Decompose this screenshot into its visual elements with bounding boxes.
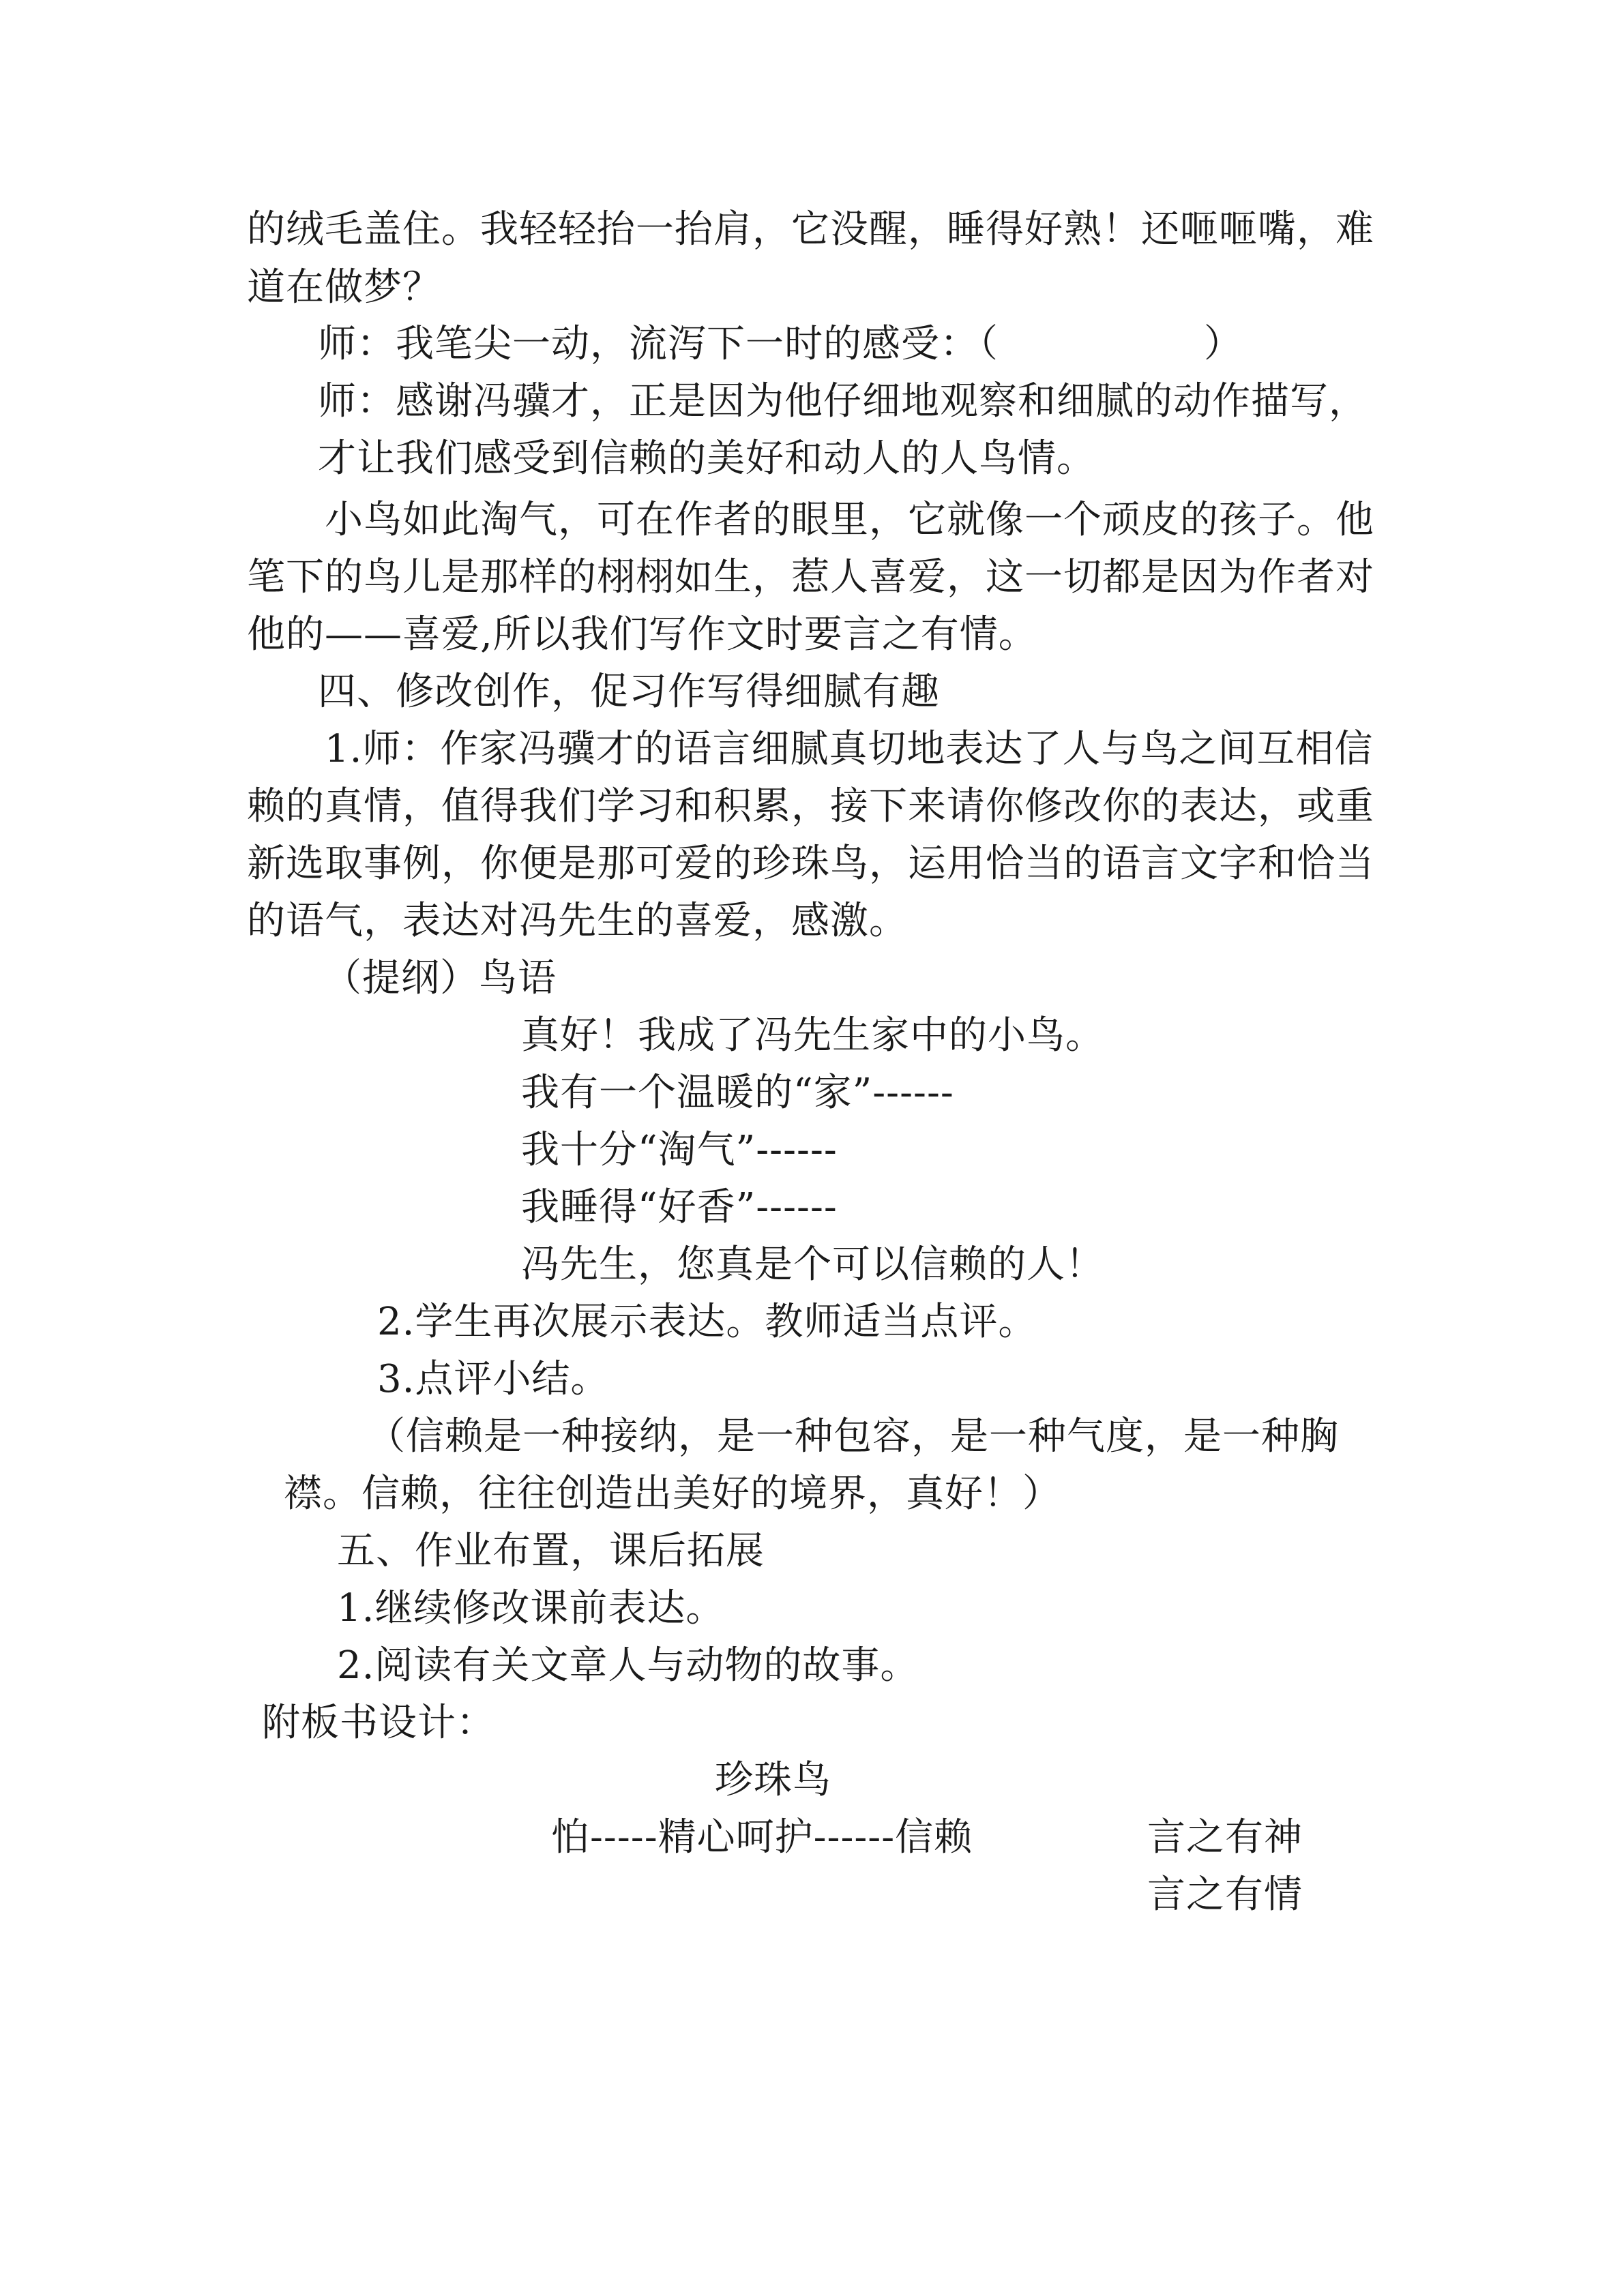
- body-text-line: 师：感谢冯骥才，正是因为他仔细地观察和细腻的动作描写，: [318, 379, 1368, 423]
- body-text-line: （信赖是一种接纳，是一种包容，是一种气度，是一种胸: [367, 1414, 1339, 1459]
- outline-item: 真好！我成了冯先生家中的小鸟。: [521, 1013, 1104, 1058]
- body-text-line: 笔下的鸟儿是那样的栩栩如生，惹人喜爱，这一切都是因为作者对: [247, 555, 1374, 599]
- body-text-line: 小鸟如此淘气，可在作者的眼里，它就像一个顽皮的孩子。他: [325, 498, 1374, 542]
- section-heading: 四、修改创作，促习作写得细腻有趣: [318, 670, 940, 714]
- body-text-line: 的语气，表达对冯先生的喜爱，感激。: [247, 899, 908, 943]
- board-flow: 怕-----精心呵护------信赖: [551, 1815, 973, 1860]
- body-text-line: 1.继续修改课前表达。: [337, 1586, 725, 1630]
- board-title: 珍珠鸟: [715, 1758, 831, 1802]
- outline-item: 我有一个温暖的“家”------: [521, 1071, 954, 1115]
- body-text-line: 新选取事例，你便是那可爱的珍珠鸟，运用恰当的语言文字和恰当: [247, 841, 1374, 886]
- body-text-line: 2.学生再次展示表达。教师适当点评。: [377, 1300, 1037, 1344]
- body-text-line: 他的——喜爱,所以我们写作文时要言之有情。: [247, 612, 1037, 657]
- outline-item: 我十分“淘气”------: [521, 1128, 838, 1172]
- body-text-line: 2.阅读有关文章人与动物的故事。: [337, 1643, 919, 1688]
- body-text-line: 道在做梦？: [247, 265, 441, 310]
- board-design-heading: 附板书设计：: [262, 1701, 495, 1745]
- body-text-line: 1.师：作家冯骥才的语言细腻真切地表达了人与鸟之间互相信: [325, 727, 1374, 771]
- board-note: 言之有情: [1147, 1873, 1303, 1917]
- body-text-line: 的绒毛盖住。我轻轻抬一抬肩，它没醒，睡得好熟！还咂咂嘴，难: [247, 207, 1374, 252]
- body-text-line: 3.点评小结。: [377, 1357, 610, 1401]
- outline-heading: （提纲）鸟语: [323, 956, 557, 1000]
- body-text-line: 赖的真情，值得我们学习和积累，接下来请你修改你的表达，或重: [247, 784, 1374, 829]
- board-note: 言之有神: [1147, 1815, 1303, 1860]
- outline-item: 冯先生，您真是个可以信赖的人！: [521, 1242, 1104, 1287]
- section-heading: 五、作业布置，课后拓展: [337, 1529, 765, 1573]
- body-text-line: 师：我笔尖一动，流泻下一时的感受：（ ）: [318, 322, 1243, 366]
- body-text-line: 襟。信赖，往往创造出美好的境界，真好！）: [284, 1472, 1061, 1516]
- outline-item: 我睡得“好香”------: [521, 1185, 838, 1229]
- body-text-line: 才让我们感受到信赖的美好和动人的人鸟情。: [318, 436, 1095, 481]
